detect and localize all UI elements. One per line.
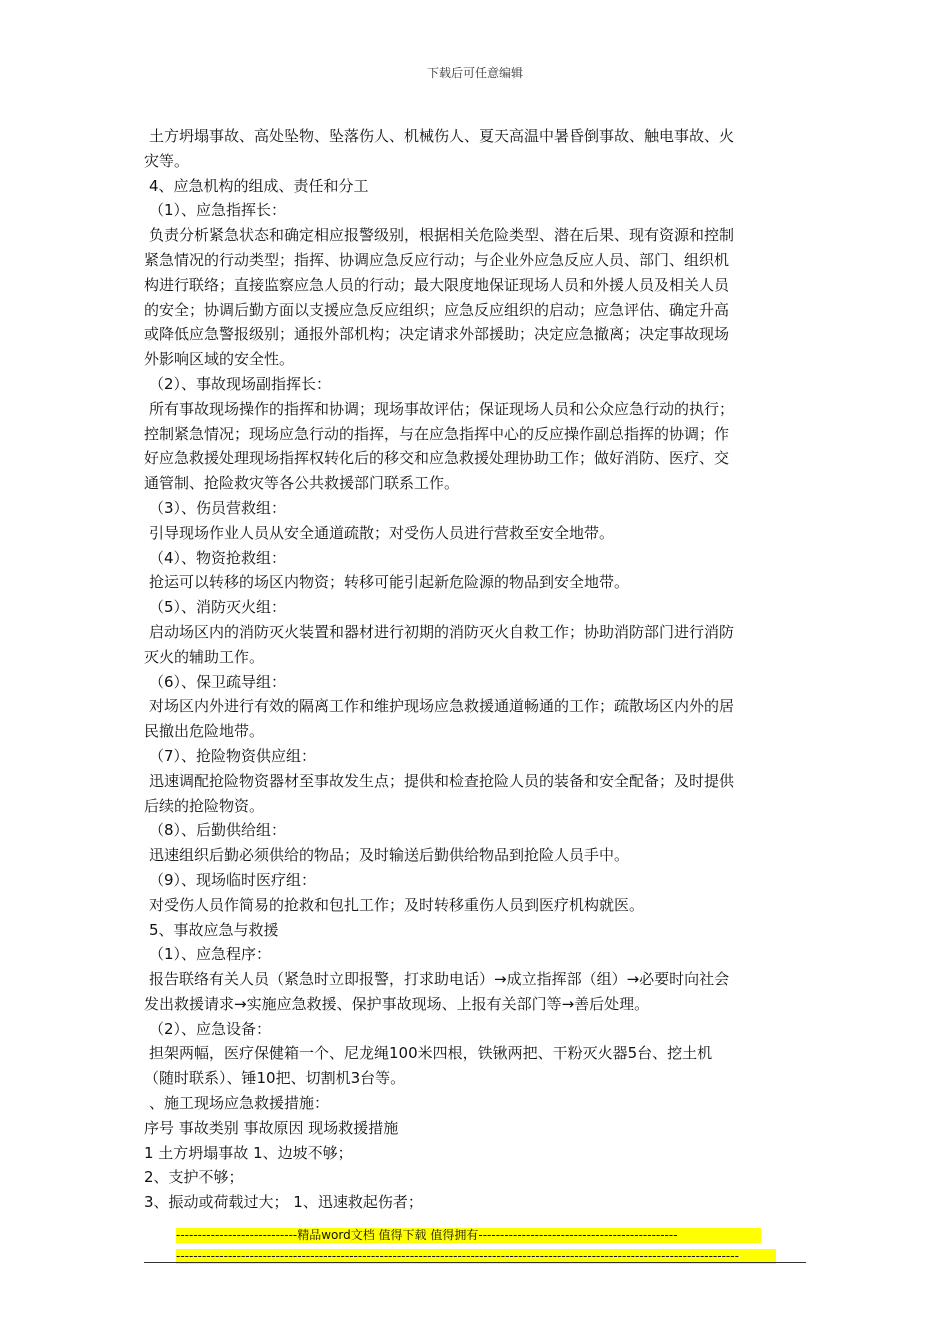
- text-line: 好应急救援处理现场指挥权转化后的移交和应急救援处理协助工作；做好消防、医疗、交: [144, 449, 730, 468]
- footer-rule: [144, 1262, 806, 1263]
- text-line: 灾等。: [144, 151, 190, 170]
- text-line: 序号 事故类别 事故原因 现场救援措施: [144, 1118, 399, 1137]
- text-line: 报告联络有关人员（紧急时立即报警，打求助电话）→成立指挥部（组）→必要时向社会: [149, 970, 730, 989]
- text-line: （3）、伤员营救组：: [149, 498, 287, 517]
- footer-dash-line: ----------------------------------------------------------------------------------------------------------------------------------: [176, 1249, 776, 1264]
- text-line: 所有事故现场操作的指挥和协调；现场事故评估；保证现场人员和公众应急行动的执行；: [149, 399, 735, 418]
- text-line: 发出救援请求→实施应急救援、保护事故现场、上报有关部门等→善后处理。: [144, 994, 650, 1013]
- text-line: 1 土方坍塌事故 1、边坡不够；: [144, 1143, 353, 1162]
- text-line: 土方坍塌事故、高处坠物、坠落伤人、机械伤人、夏天高温中暑昏倒事故、触电事故、火: [149, 127, 735, 145]
- text-line: 3、振动或荷载过大； 1、迅速救起伤者；: [144, 1193, 423, 1212]
- text-line: 2、支护不够；: [144, 1168, 244, 1187]
- text-line: （4）、物资抢救组：: [149, 548, 287, 567]
- text-line: 通管制、抢险救灾等各公共救援部门联系工作。: [144, 474, 460, 493]
- text-line: 迅速组织后勤必须供给的物品；及时输送后勤供给物品到抢险人员手中。: [149, 846, 630, 865]
- text-line: 或降低应急警报级别；通报外部机构；决定请求外部援助；决定应急撤离；决定事故现场: [144, 325, 730, 344]
- text-line: 抢运可以转移的场区内物资；转移可能引起新危险源的物品到安全地带。: [149, 573, 630, 592]
- text-line: 民撤出危险地带。: [144, 722, 265, 741]
- text-line: 灭火的辅助工作。: [144, 647, 265, 666]
- text-line: 引导现场作业人员从安全通道疏散；对受伤人员进行营救至安全地带。: [149, 523, 615, 542]
- text-line: （1）、应急程序：: [149, 945, 272, 964]
- text-line: （5）、消防灭火组：: [149, 598, 287, 617]
- text-line: 负责分析紧急状态和确定相应报警级别，根据相关危险类型、潜在后果、现有资源和控制: [149, 226, 735, 245]
- text-line: 构进行联络；直接监察应急人员的行动；最大限度地保证现场人员和外援人员及相关人员: [144, 275, 730, 294]
- text-line: 对场区内外进行有效的隔离工作和维护现场应急救援通道畅通的工作；疏散场区内外的居: [149, 697, 735, 716]
- text-line: 启动场区内的消防灭火装置和器材进行初期的消防灭火自救工作；协助消防部门进行消防: [149, 622, 735, 641]
- text-line: 后续的抢险物资。: [144, 796, 265, 815]
- footer-promo-line: ----------------------------精品word文档 值得下载 值得拥有----------------------------------------------: [176, 1228, 761, 1243]
- text-line: （2）、事故现场副指挥长：: [149, 374, 332, 393]
- text-line: 、施工现场应急救援措施：: [149, 1094, 330, 1113]
- text-line: （7）、抢险物资供应组：: [149, 746, 317, 765]
- text-line: 4、应急机构的组成、责任和分工: [149, 176, 369, 195]
- document-body: [144, 124, 808, 1215]
- text-line: 迅速调配抢险物资器材至事故发生点；提供和检查抢险人员的装备和安全配备；及时提供: [149, 771, 735, 790]
- footer-banner: [176, 1228, 776, 1264]
- text-line: 紧急情况的行动类型；指挥、协调应急反应行动；与企业外应急反应人员、部门、组织机: [144, 250, 730, 269]
- text-line: 控制紧急情况；现场应急行动的指挥，与在应急指挥中心的反应操作副总指挥的协调；作: [144, 424, 730, 443]
- text-line: （1）、应急指挥长：: [149, 201, 287, 220]
- text-line: （随时联系）、锤10把、切割机3台等。: [144, 1069, 406, 1088]
- text-line: （2）、应急设备：: [149, 1019, 272, 1038]
- text-line: （6）、保卫疏导组：: [149, 672, 287, 691]
- text-line: 5、事故应急与救援: [149, 920, 279, 939]
- text-line: 担架两幅，医疗保健箱一个、尼龙绳100米四根，铁锹两把、干粉灭火器5台、挖土机: [149, 1044, 713, 1063]
- text-line: （9）、现场临时医疗组：: [149, 870, 317, 889]
- page-header: 下载后可任意编辑: [426, 66, 523, 80]
- text-line: 对受伤人员作简易的抢救和包扎工作；及时转移重伤人员到医疗机构就医。: [149, 895, 645, 914]
- text-line: 外影响区域的安全性。: [144, 350, 295, 369]
- text-line: 的安全；协调后勤方面以支援应急反应组织；应急反应组织的启动；应急评估、确定升高: [144, 300, 730, 319]
- text-line: （8）、后勤供给组：: [149, 821, 287, 840]
